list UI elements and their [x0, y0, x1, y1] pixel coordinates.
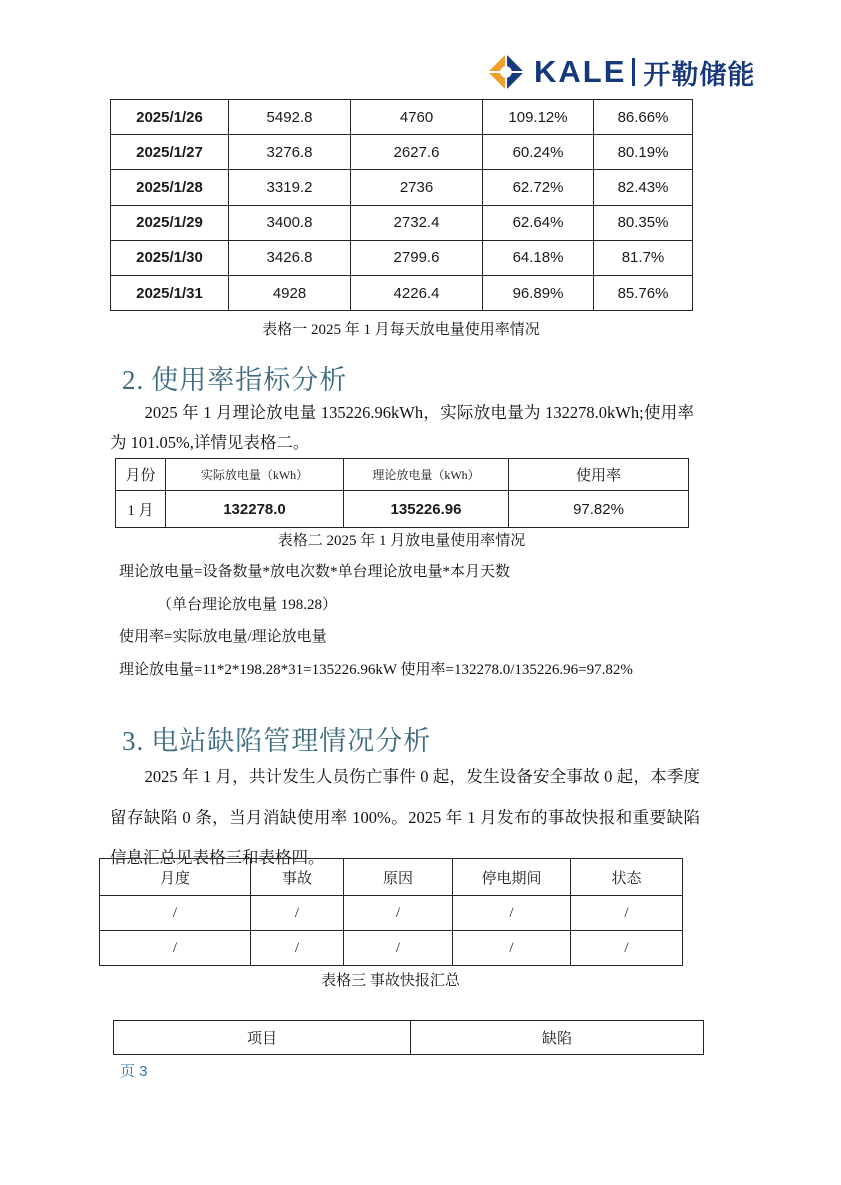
- table-row: [100, 896, 683, 931]
- table-header-row: [114, 1021, 704, 1055]
- table2-caption: 表格二 2025 年 1 月放电量使用率情况: [277, 533, 526, 549]
- table-row: [111, 240, 693, 275]
- percent-cell: 97.82%: [509, 491, 689, 528]
- empty-cell: /: [571, 896, 683, 931]
- percent-cell: 85.76%: [594, 275, 693, 310]
- defect-table: [113, 1020, 704, 1055]
- empty-cell: /: [100, 896, 251, 931]
- value-cell: 132278.0: [166, 491, 344, 528]
- section-number: 3.: [122, 726, 145, 756]
- value-cell: 4928: [229, 275, 351, 310]
- accident-report-table: [99, 858, 683, 966]
- table1-caption: 表格一 2025 年 1 月每天放电量使用率情况: [262, 322, 540, 338]
- value-cell: 2736: [351, 170, 483, 205]
- percent-cell: 80.35%: [594, 205, 693, 240]
- section-heading-usage: [122, 358, 347, 397]
- header-cell: 状态: [571, 859, 683, 896]
- empty-cell: /: [453, 931, 571, 966]
- value-cell: 4226.4: [351, 275, 483, 310]
- kale-diamond-icon: [487, 53, 525, 91]
- header-cell: 事故: [251, 859, 344, 896]
- table3-caption: 表格三 事故快报汇总: [321, 973, 460, 989]
- empty-cell: /: [453, 896, 571, 931]
- section-heading-defects: [122, 719, 431, 758]
- header-cell: 实际放电量（kWh）: [166, 459, 344, 491]
- usage-paragraph: 2025 年 1 月理论放电量 135226.96kWh，实际放电量为 132278.0kWh;使用率为 101.05%,详情见表格二。: [110, 403, 694, 452]
- table-row: [111, 100, 693, 135]
- empty-cell: /: [571, 931, 683, 966]
- header-cell: 停电期间: [453, 859, 571, 896]
- empty-cell: /: [100, 931, 251, 966]
- value-cell: 135226.96: [344, 491, 509, 528]
- percent-cell: 81.7%: [594, 240, 693, 275]
- table-row: [111, 205, 693, 240]
- brand-separator: [632, 58, 635, 86]
- month-cell: 1 月: [116, 491, 166, 528]
- value-cell: 5492.8: [229, 100, 351, 135]
- percent-cell: 86.66%: [594, 100, 693, 135]
- table-row: [116, 491, 689, 528]
- percent-cell: 64.18%: [483, 240, 594, 275]
- percent-cell: 62.64%: [483, 205, 594, 240]
- monthly-usage-table: [115, 458, 689, 528]
- value-cell: 2627.6: [351, 135, 483, 170]
- daily-usage-table: [110, 99, 693, 311]
- section-title: 使用率指标分析: [151, 365, 348, 395]
- percent-cell: 109.12%: [483, 100, 594, 135]
- percent-cell: 96.89%: [483, 275, 594, 310]
- formula-block: [119, 561, 719, 691]
- header-cell: 理论放电量（kWh）: [344, 459, 509, 491]
- value-cell: 2799.6: [351, 240, 483, 275]
- section-number: 2.: [122, 365, 145, 395]
- company-logo: [487, 52, 755, 92]
- header-cell: 使用率: [509, 459, 689, 491]
- table-row: [111, 275, 693, 310]
- formula-line: 理论放电量=设备数量*放电次数*单台理论放电量*本月天数: [119, 564, 510, 580]
- table-row: [100, 931, 683, 966]
- formula-line: 理论放电量=11*2*198.28*31=135226.96kW 使用率=132278.0/135226.96=97.82%: [119, 661, 633, 678]
- empty-cell: /: [251, 931, 344, 966]
- section-title: 电站缺陷管理情况分析: [151, 726, 432, 756]
- empty-cell: /: [344, 896, 453, 931]
- value-cell: 2732.4: [351, 205, 483, 240]
- date-cell: 2025/1/28: [111, 170, 229, 205]
- percent-cell: 62.72%: [483, 170, 594, 205]
- brand-name-latin: KALE: [534, 54, 627, 89]
- date-cell: 2025/1/30: [111, 240, 229, 275]
- value-cell: 3426.8: [229, 240, 351, 275]
- date-cell: 2025/1/26: [111, 100, 229, 135]
- empty-cell: /: [251, 896, 344, 931]
- table-row: [111, 135, 693, 170]
- header-cell: 原因: [344, 859, 453, 896]
- header-cell: 月度: [100, 859, 251, 896]
- percent-cell: 60.24%: [483, 135, 594, 170]
- value-cell: 3400.8: [229, 205, 351, 240]
- value-cell: 4760: [351, 100, 483, 135]
- formula-line: 使用率=实际放电量/理论放电量: [119, 629, 327, 645]
- percent-cell: 80.19%: [594, 135, 693, 170]
- defects-paragraph: 2025 年 1 月，共计发生人员伤亡事件 0 起，发生设备安全事故 0 起，本季度留存缺陷 0 条，当月消缺使用率 100%。2025 年 1 月发布的事故快报和重要缺陷信息汇总见表格三和表格四。: [110, 767, 700, 867]
- header-cell: 月份: [116, 459, 166, 491]
- brand-name-chinese: 开勒储能: [643, 59, 756, 90]
- table-header-row: [100, 859, 683, 896]
- value-cell: 3319.2: [229, 170, 351, 205]
- table-header-row: [116, 459, 689, 491]
- percent-cell: 82.43%: [594, 170, 693, 205]
- header-cell: 缺陷: [411, 1021, 704, 1055]
- date-cell: 2025/1/27: [111, 135, 229, 170]
- value-cell: 3276.8: [229, 135, 351, 170]
- formula-line: （单台理论放电量 198.28）: [157, 596, 338, 613]
- table-row: [111, 170, 693, 205]
- date-cell: 2025/1/31: [111, 275, 229, 310]
- date-cell: 2025/1/29: [111, 205, 229, 240]
- page-number: 页 3: [120, 1063, 148, 1080]
- empty-cell: /: [344, 931, 453, 966]
- header-cell: 项目: [114, 1021, 411, 1055]
